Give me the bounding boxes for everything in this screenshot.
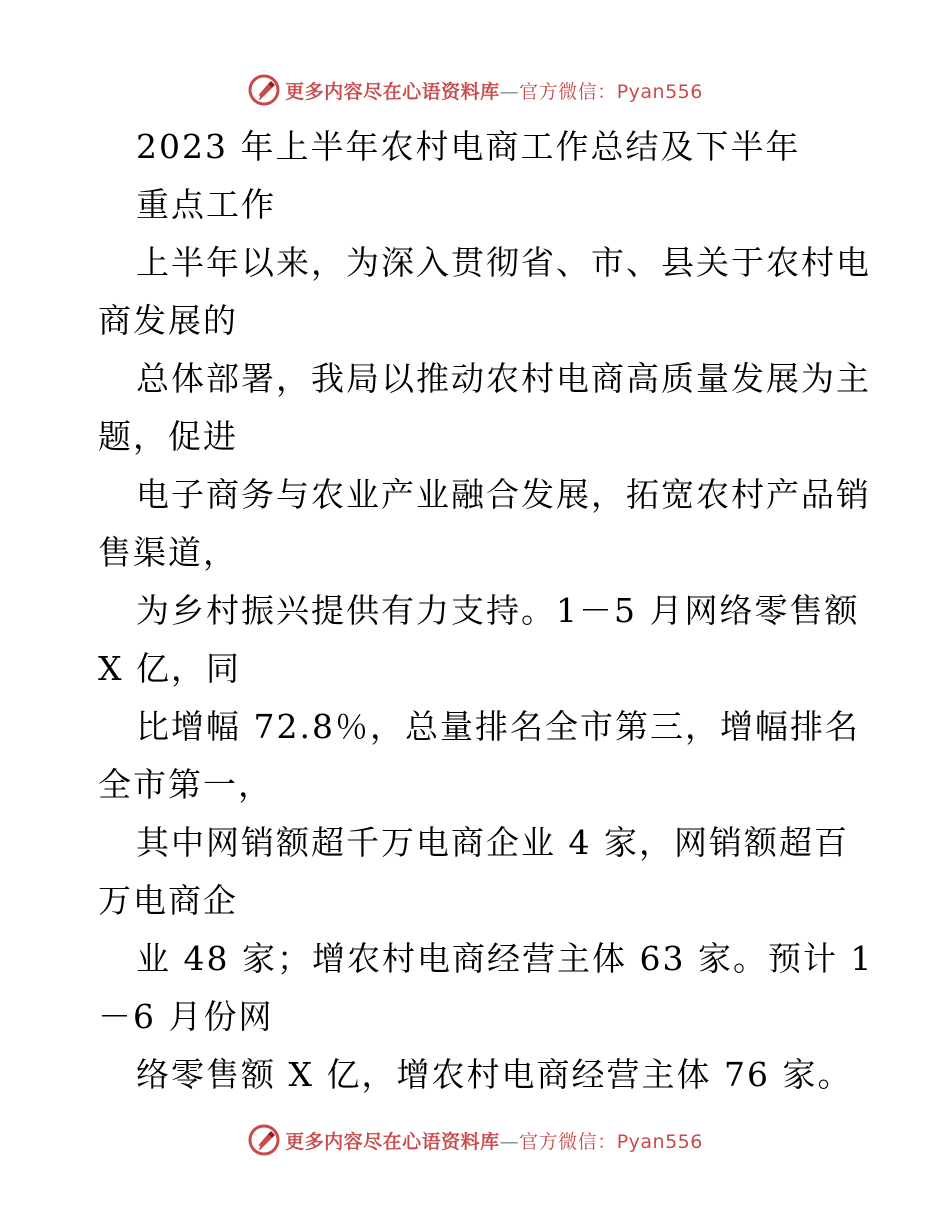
text-line: 2023 年上半年农村电商工作总结及下半年 — [136, 127, 801, 166]
text-line: 重点工作 — [136, 185, 276, 224]
header-watermark — [0, 70, 950, 110]
watermark-text — [285, 77, 703, 104]
text-line: 总体部署，我局以推动农村电商高质量发展为主 — [136, 359, 871, 398]
text-line: 电子商务与农业产业融合发展，拓宽农村产品销 — [136, 475, 871, 514]
text-line: 为乡村振兴提供有力支持。1－5 月网络零售额 — [136, 591, 860, 630]
watermark-brand: 更多内容尽在心语资料库 — [285, 1130, 500, 1153]
text-line: 其中网销额超千万电商企业 4 家，网销额超百 — [136, 823, 849, 862]
text-line: 业 48 家；增农村电商经营主体 63 家。预计 1 — [136, 939, 874, 978]
footer-watermark — [0, 1120, 950, 1160]
text-line: X 亿，同 — [98, 649, 241, 688]
text-line: －6 月份网 — [98, 997, 274, 1036]
watermark-wechat-id: Pyan556 — [616, 1130, 703, 1153]
watermark-label: 官方微信： — [519, 80, 617, 103]
text-line: 上半年以来，为深入贯彻省、市、县关于农村电 — [136, 243, 871, 282]
text-line: 全市第一， — [98, 765, 273, 804]
watermark-text — [285, 1127, 703, 1154]
watermark-label: 官方微信： — [519, 1130, 617, 1153]
text-line: 题，促进 — [98, 417, 238, 456]
text-line: 商发展的 — [98, 301, 238, 340]
watermark-brand: 更多内容尽在心语资料库 — [285, 80, 500, 103]
watermark-wechat-id: Pyan556 — [616, 80, 703, 103]
text-line: 比增幅 72.8％，总量排名全市第三，增幅排名 — [136, 707, 860, 746]
watermark-separator: — — [499, 80, 520, 103]
pen-logo-icon — [247, 1123, 281, 1157]
document-body — [98, 118, 874, 1104]
text-line: 售渠道， — [98, 533, 238, 572]
text-line: 万电商企 — [98, 881, 238, 920]
pen-logo-icon — [247, 73, 281, 107]
text-line: 络零售额 X 亿，增农村电商经营主体 76 家。 — [136, 1055, 853, 1094]
watermark-separator: — — [499, 1130, 520, 1153]
